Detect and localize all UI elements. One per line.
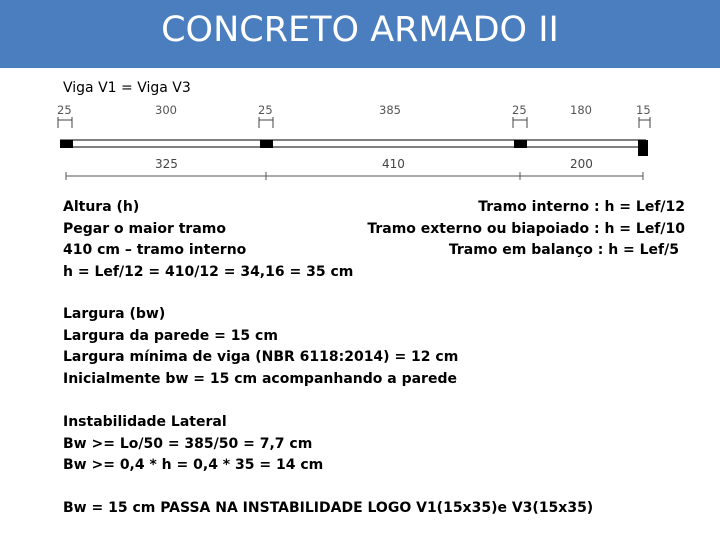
height-line-2: Pegar o maior tramo <box>63 220 226 237</box>
support-4 <box>638 140 648 156</box>
page-title: CONCRETO ARMADO II <box>161 10 559 50</box>
dim-top-support-1: 25 <box>57 103 72 117</box>
dim-top-span-3: 180 <box>570 103 592 117</box>
stability-line-3: Bw >= 0,4 * h = 0,4 * 35 = 14 cm <box>63 457 324 473</box>
support-3 <box>514 140 527 148</box>
conclusion-line: Bw = 15 cm PASSA NA INSTABILIDADE LOGO V1(15x35)e V3(15x35) <box>63 500 594 516</box>
dim-top-support-2: 25 <box>258 103 273 117</box>
stability-line-1: Instabilidade Lateral <box>63 414 227 430</box>
width-line-4: Inicialmente bw = 15 cm acompanhando a parede <box>63 370 457 387</box>
stability-line-2: Bw >= Lo/50 = 385/50 = 7,7 cm <box>63 435 313 452</box>
top-dimension-ticks <box>58 117 650 128</box>
height-line-4: h = Lef/12 = 410/12 = 34,16 = 35 cm <box>63 263 354 280</box>
rule-line-3: Tramo em balanço : h = Lef/5 <box>448 242 679 258</box>
dim-bottom-3: 200 <box>570 157 593 171</box>
rule-line-2: Tramo externo ou biapoiado : h = Lef/10 <box>367 220 685 237</box>
support-2 <box>260 140 273 148</box>
stability-section <box>63 412 323 477</box>
width-line-1: Largura (bw) <box>63 306 166 322</box>
title-bar <box>0 0 720 68</box>
dim-bottom-1: 325 <box>155 157 178 171</box>
beam-subtitle: Viga V1 = Viga V3 <box>63 80 191 96</box>
width-line-2: Largura da parede = 15 cm <box>63 327 278 344</box>
height-section <box>63 197 353 283</box>
dim-top-support-3: 25 <box>512 103 527 117</box>
height-line-3: 410 cm – tramo interno <box>63 242 247 258</box>
beam <box>60 140 646 147</box>
height-line-1: Altura (h) <box>63 199 140 215</box>
height-rules <box>367 197 685 262</box>
dim-top-span-1: 300 <box>155 103 177 117</box>
conclusion <box>63 498 593 520</box>
width-section <box>63 304 458 390</box>
support-1 <box>60 140 73 148</box>
rule-line-1: Tramo interno : h = Lef/12 <box>478 199 685 215</box>
width-line-3: Largura mínima de viga (NBR 6118:2014) = 12 cm <box>63 349 459 365</box>
dim-bottom-2: 410 <box>382 157 405 171</box>
beam-diagram <box>0 100 720 180</box>
dim-top-span-2: 385 <box>379 103 401 117</box>
bottom-dimension-line <box>66 172 643 180</box>
dim-top-support-4: 15 <box>636 103 651 117</box>
